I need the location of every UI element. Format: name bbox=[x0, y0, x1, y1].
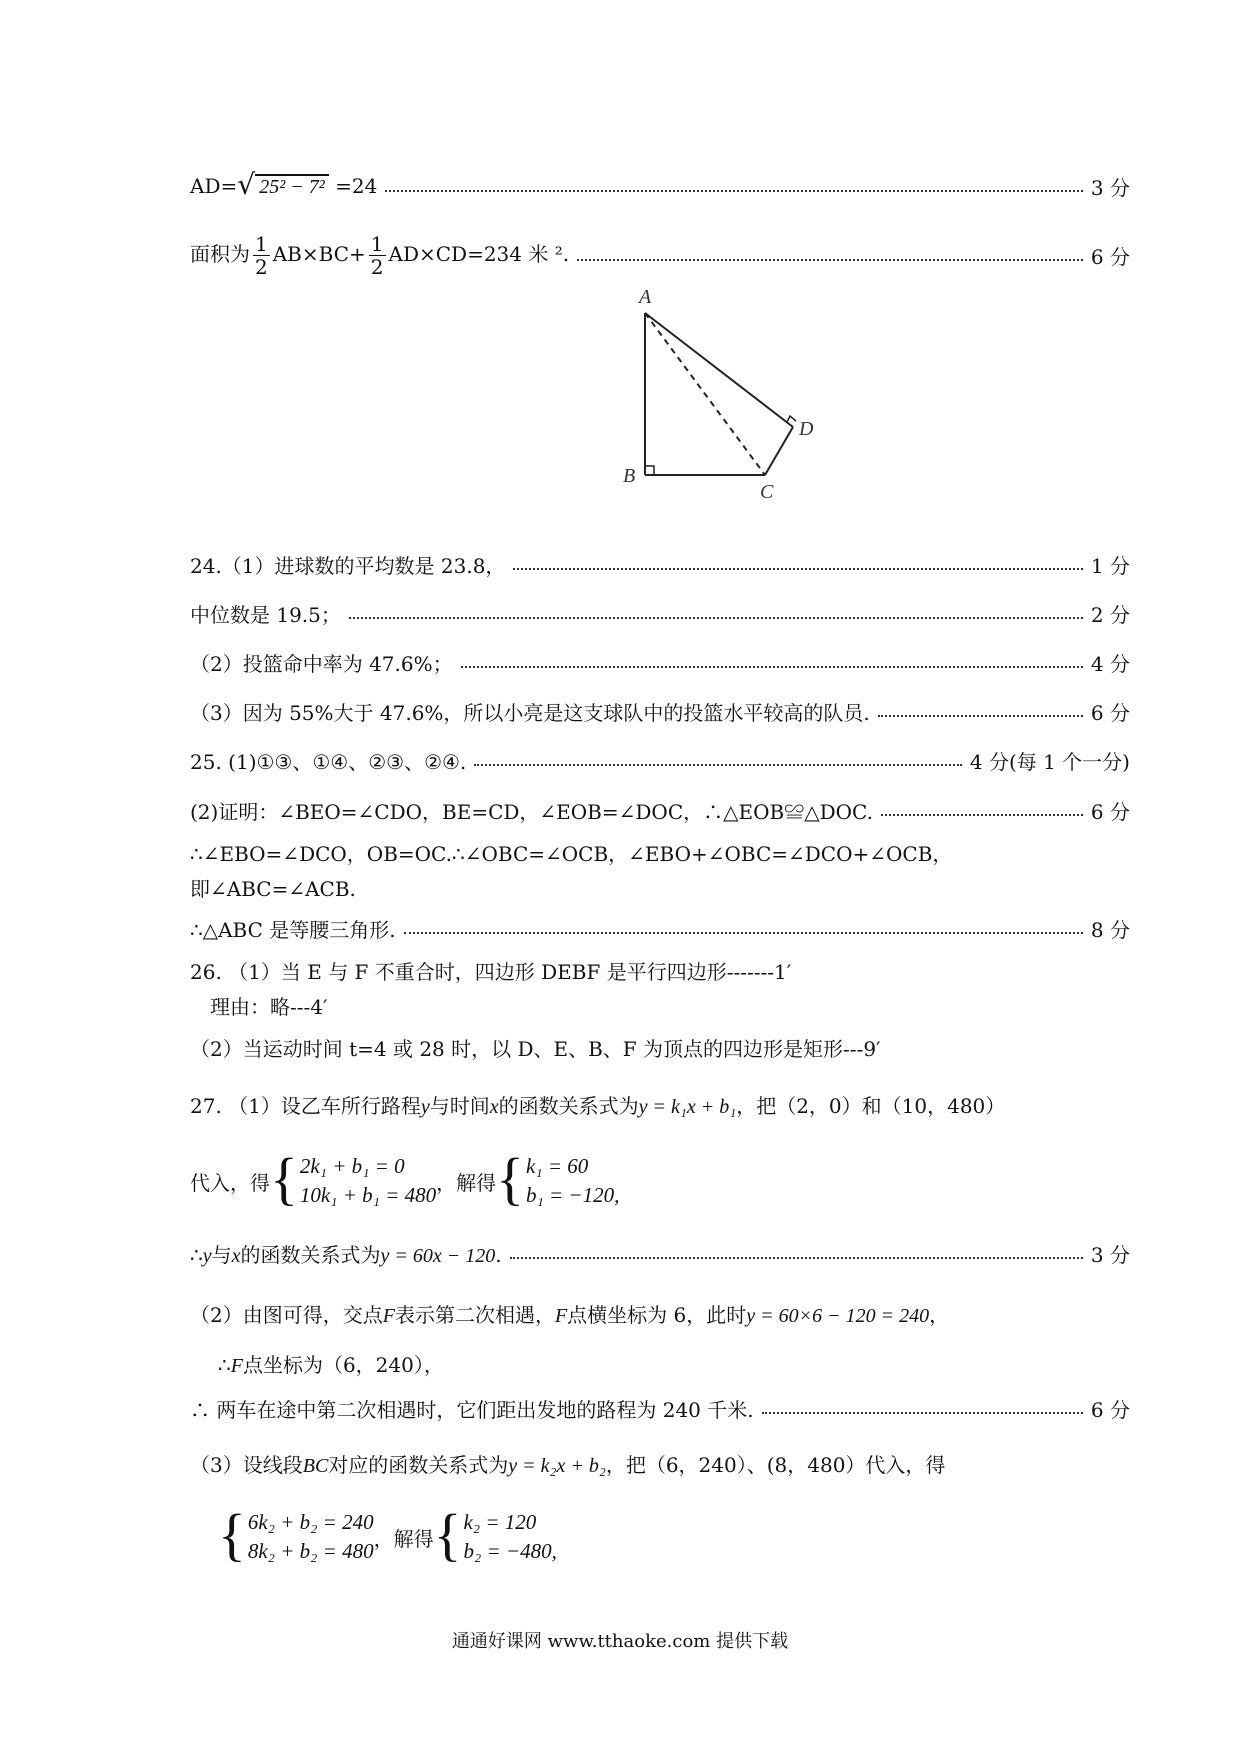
point-f: F bbox=[230, 1354, 243, 1377]
text-segment: ∴ bbox=[218, 1352, 231, 1377]
text-segment: 点坐标为（6，240）， bbox=[242, 1352, 444, 1377]
answer-line-27-7 bbox=[190, 1448, 1130, 1478]
line-text: (2)证明：∠BEO=∠CDO，BE=CD，∠EOB=∠DOC，∴△EOB≌△DOC. bbox=[190, 799, 873, 824]
score: 6 分 bbox=[1090, 799, 1130, 824]
line-text: ∴ 两车在途中第二次相遇时，它们距出发地的路程为 240 千米. bbox=[190, 1397, 754, 1422]
text-segment: ， bbox=[929, 1302, 950, 1327]
line-text: 25. (1)①③、①④、②③、②④. bbox=[190, 749, 467, 774]
line-text bbox=[190, 1449, 945, 1478]
leader-dots bbox=[878, 715, 1083, 717]
left-brace: { bbox=[218, 1502, 246, 1567]
leader-dots bbox=[385, 190, 1083, 192]
text-segment: . bbox=[495, 1242, 502, 1267]
solution: b₁ = −120, bbox=[525, 1183, 620, 1207]
text-segment: ，解得 bbox=[373, 1526, 434, 1551]
solution: b₂ = −480, bbox=[463, 1539, 557, 1563]
point-f: F bbox=[382, 1304, 395, 1327]
text-segment: 与时间 bbox=[429, 1093, 490, 1118]
radicand: 25² − 7² bbox=[255, 174, 329, 198]
line-text: （2）当运动时间 t=4 或 28 时，以 D、E、B、F 为顶点的四边形是矩形---9′ bbox=[190, 1036, 881, 1061]
equation: 2k₁ + b₁ = 0 bbox=[299, 1154, 405, 1178]
answer-line-ad bbox=[190, 167, 1130, 201]
fraction-half-2 bbox=[369, 233, 386, 278]
area-prefix: 面积为 bbox=[190, 241, 250, 266]
ad-result: =24 bbox=[328, 173, 378, 198]
point-f: F bbox=[554, 1304, 568, 1327]
var-x: x bbox=[489, 1095, 499, 1118]
text-segment: 27. （1）设乙车所行路程 bbox=[190, 1093, 421, 1118]
equation-system bbox=[270, 1146, 437, 1211]
answer-line-26-1 bbox=[190, 955, 1130, 985]
formula: y = 60x − 120 bbox=[380, 1244, 496, 1267]
line-text: 理由：略---4′ bbox=[210, 994, 328, 1019]
answer-line-25-3 bbox=[190, 837, 1130, 867]
text-segment: ，把（2，0）和（10，480） bbox=[736, 1093, 1006, 1118]
leader-dots bbox=[349, 617, 1083, 619]
text-segment: 对应的函数关系式为 bbox=[328, 1452, 509, 1477]
score: 4 分 bbox=[1090, 651, 1130, 676]
square-root: √ 25² − 7² bbox=[237, 174, 329, 199]
var-y: y bbox=[420, 1095, 430, 1118]
line-text bbox=[190, 1299, 949, 1328]
denominator: 2 bbox=[370, 254, 384, 279]
solution: k₂ = 120 bbox=[463, 1510, 537, 1534]
line-text bbox=[190, 1090, 1005, 1119]
page-footer: 通通好课网 www.tthaoke.com 提供下载 bbox=[451, 1631, 789, 1652]
left-brace: { bbox=[433, 1502, 462, 1567]
leader-dots bbox=[577, 259, 1083, 261]
solution-system bbox=[496, 1146, 620, 1211]
solution-system bbox=[433, 1502, 557, 1567]
ad-expression bbox=[190, 167, 378, 201]
answer-line-25-5 bbox=[190, 913, 1130, 943]
var-x: x bbox=[231, 1244, 241, 1267]
answer-line-25-2 bbox=[190, 795, 1130, 825]
area-expression bbox=[190, 233, 569, 278]
left-brace: { bbox=[270, 1146, 298, 1211]
formula: y = k₂x + b₂ bbox=[508, 1454, 606, 1477]
label-b: B bbox=[623, 465, 636, 487]
right-angle-mark-b bbox=[645, 466, 654, 475]
text-segment: ，解得 bbox=[436, 1170, 497, 1195]
area-term-2: AD×CD=234 米 ². bbox=[388, 241, 570, 266]
answer-line-27-8 bbox=[218, 1504, 1158, 1570]
formula: y = k₁x + b₁ bbox=[638, 1095, 737, 1118]
answer-line-24-2 bbox=[190, 598, 1130, 628]
answer-line-26-3 bbox=[190, 1032, 1130, 1062]
denominator: 2 bbox=[255, 254, 268, 279]
area-term-1: AB×BC+ bbox=[272, 241, 366, 266]
label-c: C bbox=[760, 481, 774, 503]
equations bbox=[300, 1154, 436, 1208]
answer-line-24-1 bbox=[190, 549, 1130, 579]
equation: 6k₂ + b₂ = 240 bbox=[247, 1510, 374, 1534]
line-text: 26. （1）当 E 与 F 不重合时，四边形 DEBF 是平行四边形-------1′ bbox=[190, 959, 792, 984]
answer-line-27-5 bbox=[218, 1348, 1158, 1378]
left-brace: { bbox=[496, 1146, 524, 1211]
numerator: 1 bbox=[255, 231, 268, 256]
side-cd bbox=[765, 427, 793, 475]
side-ad bbox=[645, 313, 793, 427]
line-text bbox=[218, 1349, 444, 1378]
text-segment: 表示第二次相遇， bbox=[394, 1302, 555, 1327]
score: 3 分 bbox=[1090, 1242, 1130, 1267]
answer-line-27-4 bbox=[190, 1298, 1130, 1328]
line-text: （2）投篮命中率为 47.6%； bbox=[190, 651, 453, 676]
numerator: 1 bbox=[370, 231, 384, 256]
leader-dots bbox=[474, 764, 962, 766]
diagonal-ac bbox=[645, 313, 765, 475]
score: 1 分 bbox=[1090, 553, 1130, 578]
right-angle-mark-d bbox=[787, 416, 796, 422]
equations bbox=[248, 1510, 374, 1564]
answer-line-26-2 bbox=[210, 990, 1150, 1020]
answer-line-27-2 bbox=[190, 1148, 1130, 1214]
score: 6 分 bbox=[1090, 1397, 1130, 1422]
text-segment: ∴ bbox=[190, 1242, 203, 1267]
answer-line-24-3 bbox=[190, 647, 1130, 677]
quadrilateral-figure bbox=[615, 285, 835, 505]
leader-dots bbox=[461, 666, 1083, 668]
equation: 10k₁ + b₁ = 480 bbox=[299, 1183, 437, 1207]
text-segment: ，把（6，240）、(8，480）代入，得 bbox=[605, 1452, 946, 1477]
segment-bc: BC bbox=[302, 1454, 329, 1477]
leader-dots bbox=[510, 1257, 1083, 1259]
answer-line-27-6 bbox=[190, 1393, 1130, 1423]
answer-line-24-4 bbox=[190, 696, 1130, 726]
label-a: A bbox=[639, 286, 652, 308]
leader-dots bbox=[513, 568, 1082, 570]
solutions bbox=[463, 1510, 556, 1564]
text-segment: 代入，得 bbox=[190, 1170, 270, 1195]
text-segment: 的函数关系式为 bbox=[240, 1242, 381, 1267]
leader-dots bbox=[762, 1412, 1083, 1414]
text-segment: 的函数关系式为 bbox=[498, 1093, 639, 1118]
text-segment: （3）设线段 bbox=[190, 1452, 303, 1477]
answer-line-27-3 bbox=[190, 1238, 1130, 1268]
solutions bbox=[526, 1154, 619, 1208]
leader-dots bbox=[881, 814, 1083, 816]
text-segment: 点横坐标为 6，此时 bbox=[567, 1302, 747, 1327]
leader-dots bbox=[404, 932, 1083, 934]
formula: y = 60×6 − 120 = 240 bbox=[746, 1304, 930, 1327]
answer-line-25-1 bbox=[190, 745, 1130, 775]
line-text: 中位数是 19.5； bbox=[190, 602, 341, 627]
line-text bbox=[190, 1239, 502, 1268]
solution: k₁ = 60 bbox=[525, 1154, 589, 1178]
var-y: y bbox=[202, 1244, 212, 1267]
equation: 8k₂ + b₂ = 480 bbox=[247, 1539, 374, 1563]
score: 2 分 bbox=[1090, 602, 1130, 627]
text-segment: （2）由图可得，交点 bbox=[190, 1302, 383, 1327]
score: 3 分 bbox=[1090, 175, 1130, 200]
score: 6 分 bbox=[1090, 700, 1130, 725]
label-d: D bbox=[799, 418, 814, 440]
ad-prefix: AD= bbox=[190, 173, 238, 198]
score: 6 分 bbox=[1090, 244, 1130, 269]
line-text: ∴∠EBO=∠DCO，OB=OC.∴∠OBC=∠OCB，∠EBO+∠OBC=∠DCO+∠OCB， bbox=[190, 841, 953, 866]
line-text: （3）因为 55%大于 47.6%，所以小亮是这支球队中的投篮水平较高的队员. bbox=[190, 700, 870, 725]
score: 4 分(每 1 个一分) bbox=[969, 749, 1130, 774]
line-text: ∴△ABC 是等腰三角形. bbox=[190, 917, 396, 942]
equation-system bbox=[218, 1502, 374, 1567]
text-segment: 与 bbox=[211, 1242, 232, 1267]
line-text: 24.（1）进球数的平均数是 23.8， bbox=[190, 553, 506, 578]
answer-line-25-4 bbox=[190, 872, 1130, 902]
fraction-half-1 bbox=[253, 233, 270, 278]
score: 8 分 bbox=[1090, 917, 1130, 942]
answer-line-area bbox=[190, 230, 1130, 280]
line-text: 即∠ABC=∠ACB. bbox=[190, 876, 356, 901]
answer-line-27-1 bbox=[190, 1089, 1130, 1119]
